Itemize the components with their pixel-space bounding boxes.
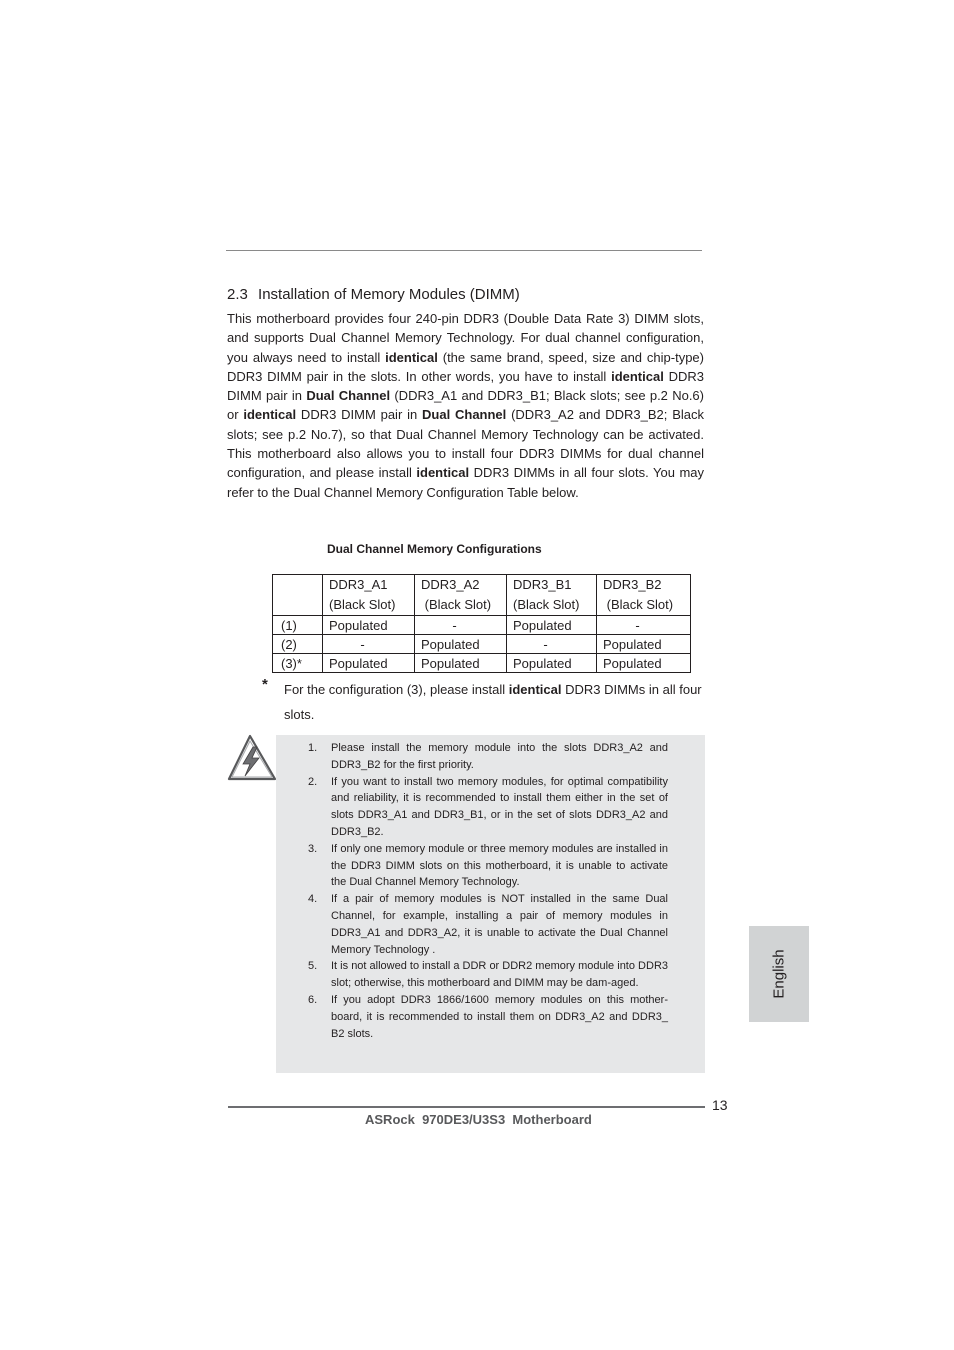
table-row	[273, 654, 691, 673]
note-text: It is not allowed to install a DDR or DDR2 memory module into DDR3 slot; otherwise, this motherboard and DIMM may be dam-aged.	[331, 960, 668, 990]
note-item	[301, 774, 668, 841]
slot-status-cell: Populated	[415, 654, 507, 673]
note-text: If only one memory module or three memory modules are installed in the DDR3 DIMM slots on this motherboard, it is unable to activate the Dual Channel Memory Technology.	[331, 842, 668, 889]
warning-lightning-icon	[226, 733, 278, 783]
note-item	[301, 992, 668, 1042]
notes-list	[301, 740, 668, 1042]
table-corner-cell	[273, 575, 323, 616]
note-number: 2.	[308, 775, 318, 788]
language-tab-label: English	[770, 949, 788, 999]
slot-name: DDR3_B2	[603, 577, 662, 592]
slot-name: DDR3_A2	[421, 577, 480, 592]
intro-text-run: (the same brand, speed, size and chip-type) DDR3 DIMM pair in the slots. In other words, you have to install	[227, 349, 704, 384]
table-title: Dual Channel Memory Configurations	[327, 542, 542, 556]
section-title	[227, 286, 520, 303]
config-label-cell: (1)	[273, 616, 323, 635]
intro-bold-run: identical	[416, 465, 470, 481]
slot-status-cell: -	[323, 635, 415, 654]
note-number: 1.	[308, 742, 318, 754]
intro-paragraph	[227, 309, 704, 502]
intro-text-run: DDR3 DIMM pair in	[227, 368, 704, 404]
slot-status-cell: -	[507, 635, 597, 654]
bottom-rule	[228, 1106, 705, 1108]
slot-name: DDR3_B1	[513, 577, 572, 592]
note-text: Please install the memory module into the slots DDR3_A2 and DDR3_B2 for the first priority.	[331, 742, 668, 771]
footnote-bold: identical	[508, 682, 562, 697]
section-heading: Installation of Memory Modules (DIMM)	[258, 286, 520, 303]
note-item	[301, 740, 668, 774]
note-text: If a pair of memory modules is NOT installed in the same Dual Channel, for example, installing a pair of memory modules in DDR3_A1 and DDR3_A2, it is unable to activate the Dual Channel Memory Technology .	[331, 893, 668, 956]
intro-text-run: (DDR3_A1 and DDR3_B1; Black slots; see p.2 No.6) or	[227, 388, 704, 423]
slot-status-cell: Populated	[415, 635, 507, 654]
slot-status-cell: Populated	[597, 654, 691, 673]
slot-status-cell: Populated	[597, 635, 691, 654]
slot-color: (Black Slot)	[421, 597, 492, 612]
note-item	[301, 891, 668, 958]
intro-bold-run: identical	[243, 407, 297, 423]
intro-bold-run: Dual Channel	[306, 388, 391, 404]
memory-config-table	[272, 574, 691, 673]
slot-status-cell: -	[597, 616, 691, 635]
slot-status-cell: Populated	[323, 654, 415, 673]
slot-status-cell: -	[415, 616, 507, 635]
footnote-marker: *	[262, 676, 268, 693]
language-tab	[749, 926, 809, 1022]
config-label-cell: (3)*	[273, 654, 323, 673]
note-text: If you adopt DDR3 1866/1600 memory modules on this mother-board, it is recommended to install them on DDR3_A2 and DDR3_ B2 slots.	[331, 993, 668, 1040]
footer-text: ASRock 970DE3/U3S3 Motherboard	[365, 1112, 592, 1127]
note-number: 6.	[308, 993, 318, 1006]
slot-color: (Black Slot)	[329, 597, 396, 612]
table-header-cell	[507, 575, 597, 616]
slot-color: (Black Slot)	[603, 597, 674, 612]
table-row	[273, 616, 691, 635]
table-header-cell	[415, 575, 507, 616]
top-rule	[226, 250, 702, 251]
intro-text-run: (DDR3_A2 and DDR3_B2; Black slots; see p.2 No.7), so that Dual Channel Memory Technology can be activated. This motherboard also allows you to install four DDR3 DIMMs for dual channel configuration, and please install	[227, 407, 704, 481]
config-label-cell: (2)	[273, 635, 323, 654]
intro-bold-run: Dual Channel	[422, 407, 507, 423]
note-number: 4.	[308, 893, 318, 906]
note-item	[301, 958, 668, 992]
note-item	[301, 841, 668, 891]
footnote-text-after: DDR3 DIMMs in all four slots.	[284, 682, 702, 722]
footnote	[284, 677, 704, 727]
table-header-cell	[323, 575, 415, 616]
table-row	[273, 635, 691, 654]
table-header-row	[273, 575, 691, 616]
intro-text-run: This motherboard provides four 240-pin DDR3 (Double Data Rate 3) DIMM slots, and supports Dual Channel Memory Technology. For dual channel configuration, you always need to install	[227, 311, 704, 365]
table-header-cell	[597, 575, 691, 616]
slot-status-cell: Populated	[507, 616, 597, 635]
intro-bold-run: identical	[385, 349, 438, 365]
slot-status-cell: Populated	[323, 616, 415, 635]
intro-text-run: DDR3 DIMM pair in	[296, 407, 423, 423]
page-number: 13	[712, 1097, 728, 1113]
section-number: 2.3	[227, 286, 248, 303]
footnote-text-before: For the configuration (3), please install	[284, 682, 509, 697]
note-number: 3.	[308, 842, 318, 855]
note-number: 5.	[308, 960, 318, 973]
slot-status-cell: Populated	[507, 654, 597, 673]
slot-name: DDR3_A1	[329, 577, 388, 592]
note-text: If you want to install two memory modules, for optimal compatibility and reliability, it is recommended to install them either in the set of slots DDR3_A1 and DDR3_B1, or in the set of slots DDR3_A2 and DDR3_B2.	[331, 775, 668, 838]
intro-text-run: DDR3 DIMMs in all four slots. You may refer to the Dual Channel Memory Configuration Table below.	[227, 465, 705, 500]
intro-bold-run: identical	[611, 368, 664, 384]
slot-color: (Black Slot)	[513, 597, 580, 612]
